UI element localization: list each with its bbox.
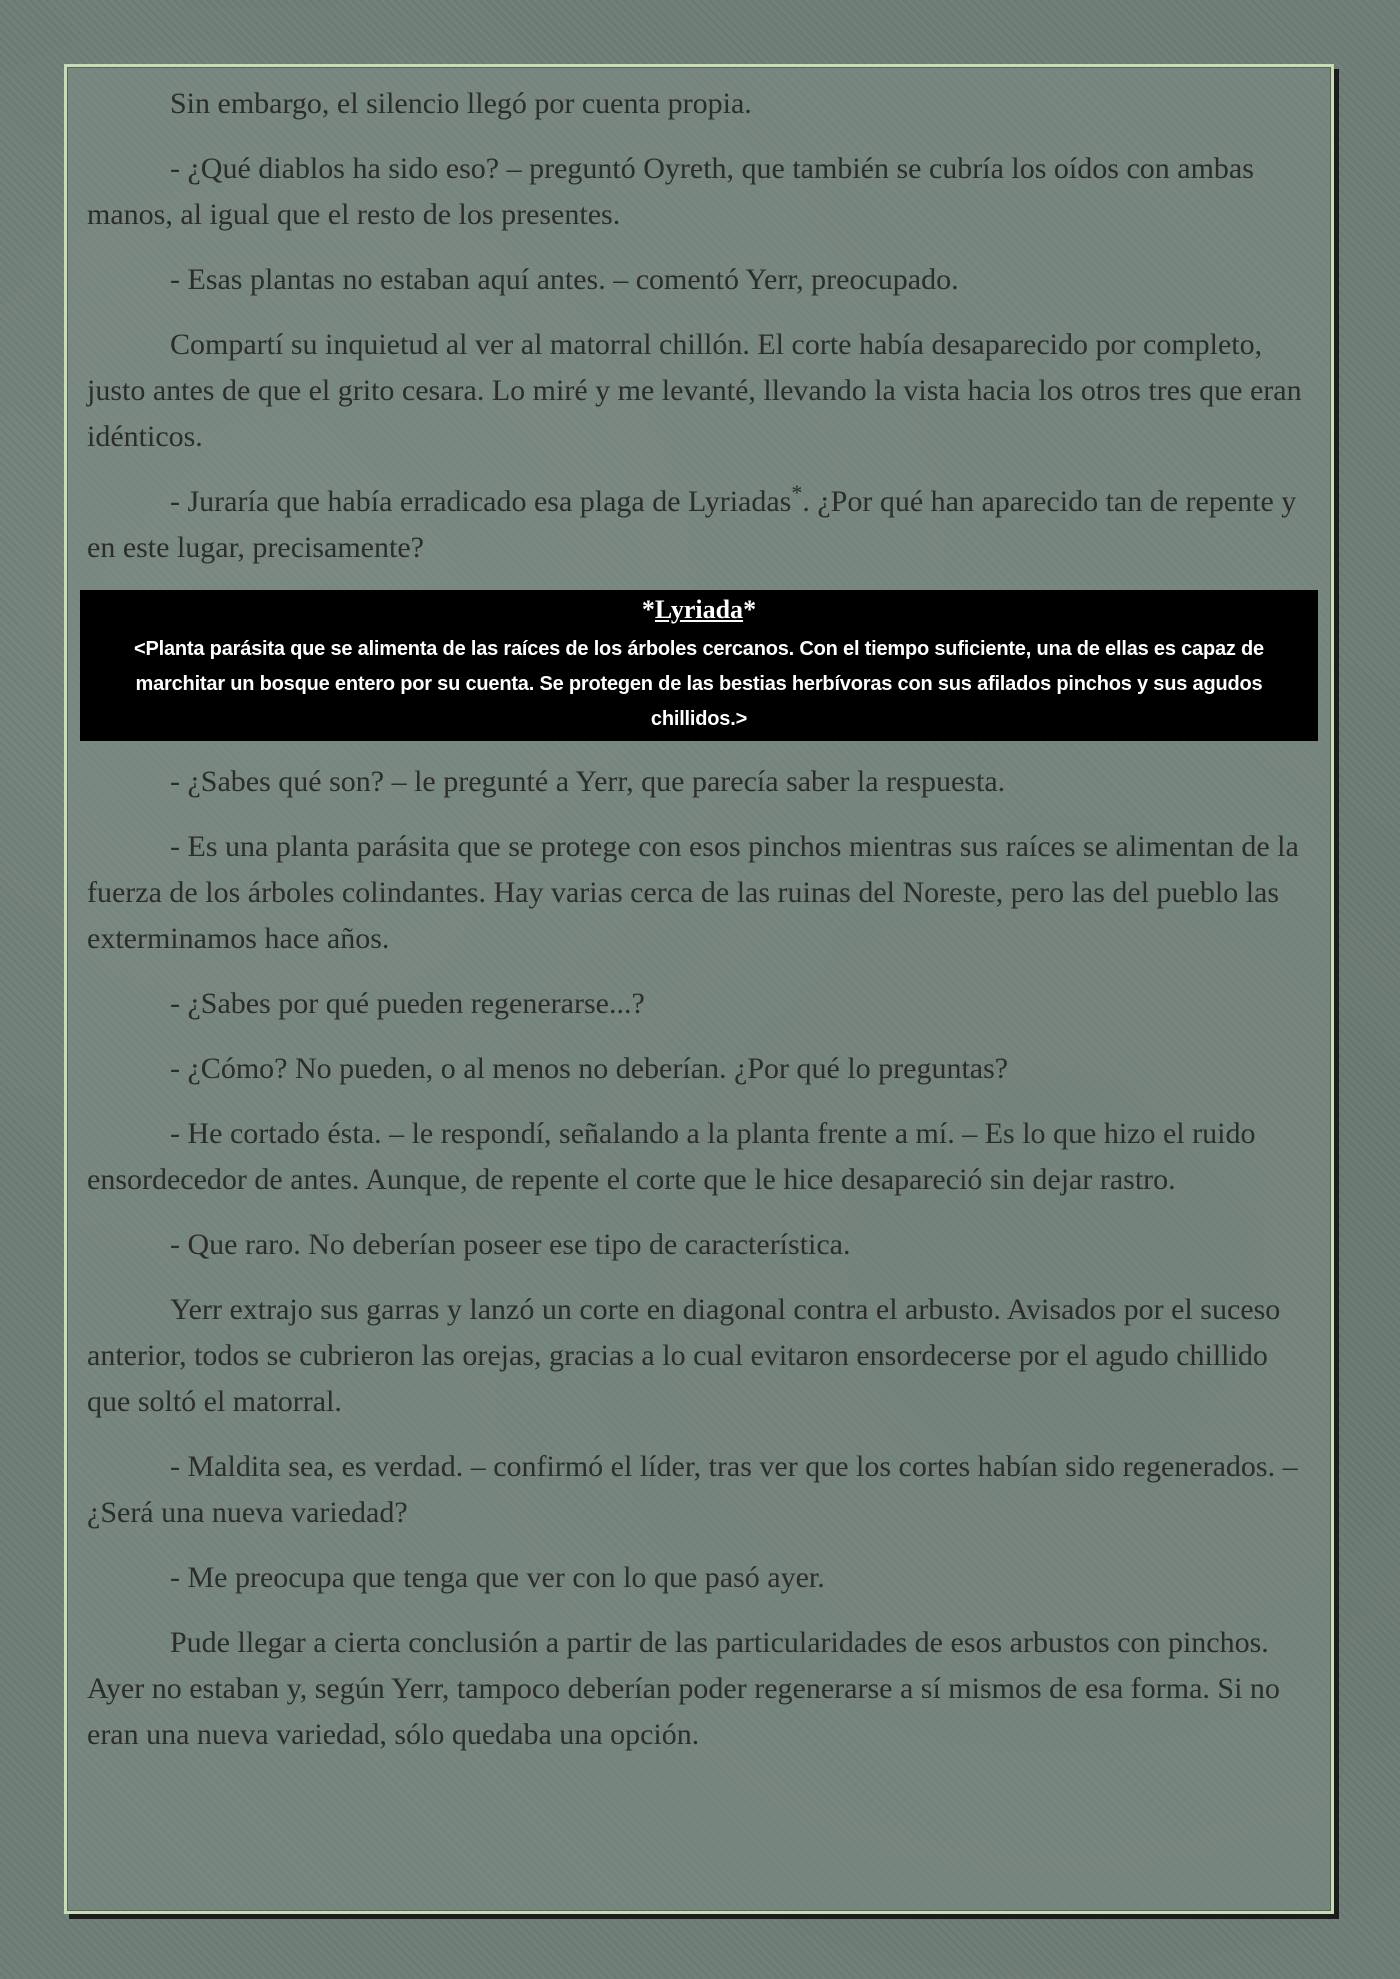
paragraph: Compartí su inquietud al ver al matorral chillón. El corte había desaparecido por completo, justo antes de que el grito cesara. Lo miré y me levanté, llevando la vista hacia los otros tres que eran idénticos.	[87, 328, 1302, 453]
paragraph: Sin embargo, el silencio llegó por cuenta propia.	[170, 87, 752, 120]
paragraph: - Esas plantas no estaban aquí antes. – comentó Yerr, preocupado.	[170, 263, 959, 296]
paragraph: - Me preocupa que tenga que ver con lo que pasó ayer.	[170, 1561, 825, 1594]
paragraph: - ¿Cómo? No pueden, o al menos no deberían. ¿Por qué lo preguntas?	[170, 1052, 1009, 1085]
paragraph: - Que raro. No deberían poseer ese tipo de característica.	[170, 1228, 851, 1261]
footnote-body: <Planta parásita que se alimenta de las raíces de los árboles cercanos. Con el tiempo suficiente, una de ellas es capaz de marchitar un bosque entero por su cuenta. Se protegen de las bestias herbívoras con sus afilados pinchos y sus agudos chillidos.>	[134, 638, 1264, 730]
paragraph: - ¿Qué diablos ha sido eso? – preguntó Oyreth, que también se cubría los oídos con ambas manos, al igual que el resto de los presentes.	[87, 152, 1254, 231]
footnote-title-suffix: *	[743, 595, 757, 624]
paragraph: Yerr extrajo sus garras y lanzó un corte en diagonal contra el arbusto. Avisados por el suceso anterior, todos se cubrieron las orejas, gracias a lo cual evitaron ensordecerse por el agudo chillido que soltó el matorral.	[87, 1293, 1281, 1418]
story-text	[87, 81, 1311, 1777]
paragraph-text: - Juraría que había erradicado esa plaga de Lyriadas	[170, 485, 792, 518]
footnote-term: Lyriada	[654, 595, 744, 624]
paragraph: - ¿Sabes qué son? – le pregunté a Yerr, que parecía saber la respuesta.	[170, 765, 1006, 798]
paragraph: - ¿Sabes por qué pueden regenerarse...?	[170, 987, 645, 1020]
paragraph-text: . ¿Por qué han aparecido tan de repente y en este lugar, precisamente?	[87, 485, 1297, 564]
footnote-title	[90, 594, 1308, 626]
footnote-box	[80, 590, 1318, 741]
paragraph: - Maldita sea, es verdad. – confirmó el líder, tras ver que los cortes habían sido regenerados. – ¿Será una nueva variedad?	[87, 1450, 1298, 1529]
paragraph: Pude llegar a cierta conclusión a partir de las particularidades de esos arbustos con pinchos. Ayer no estaban y, según Yerr, tampoco deberían poder regenerarse a sí mismos de esa forma. Si no eran una nueva variedad, sólo quedaba una opción.	[87, 1626, 1280, 1751]
page-frame	[64, 64, 1334, 1914]
paragraph: - Es una planta parásita que se protege con esos pinchos mientras sus raíces se alimentan de la fuerza de los árboles colindantes. Hay varias cerca de las ruinas del Noreste, pero las del pueblo las exterminamos hace años.	[87, 830, 1299, 955]
footnote-title-prefix: *	[641, 595, 655, 624]
paragraph-with-note	[87, 479, 1311, 571]
footnote-marker: *	[791, 480, 803, 505]
paragraph: - He cortado ésta. – le respondí, señalando a la planta frente a mí. – Es lo que hizo el ruido ensordecedor de antes. Aunque, de repente el corte que le hice desapareció sin dejar rastro.	[87, 1117, 1256, 1196]
